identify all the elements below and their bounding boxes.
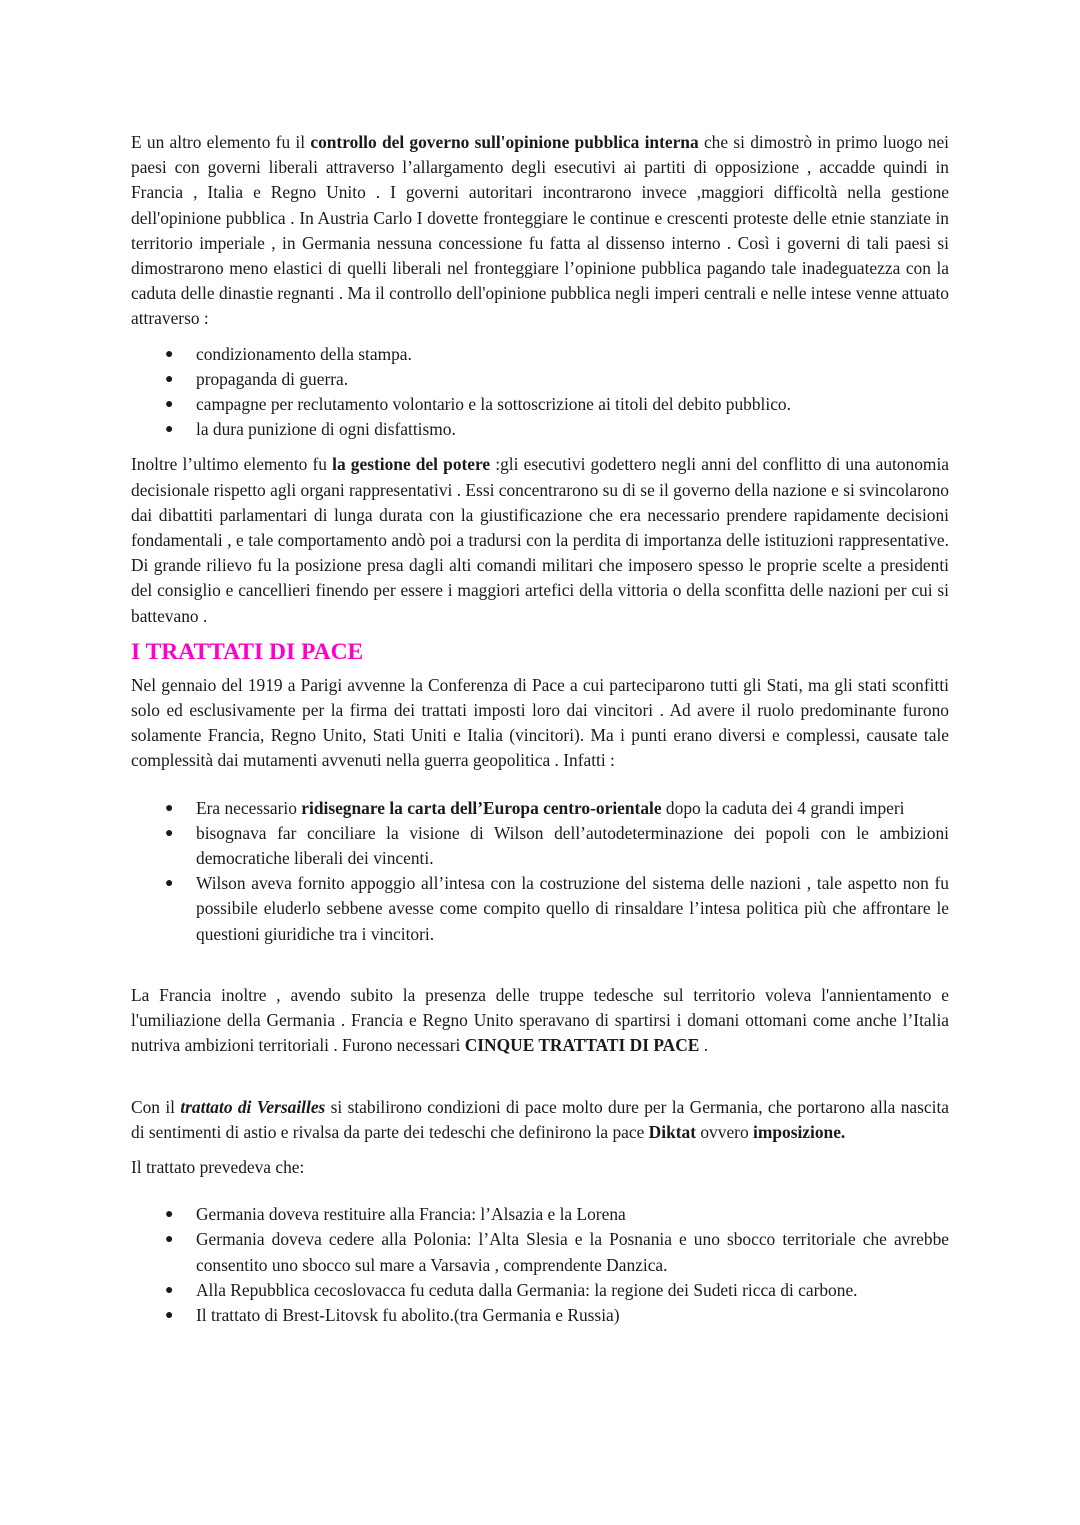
bullet-icon: ● <box>165 397 174 413</box>
paragraph-opinione-pubblica: E un altro elemento fu il controllo del governo sull'opinione pubblica interna che si dimostrò in primo luogo nei paesi con governi liberali attraverso l’allargamento degli esecutivi ai partiti di opposizione , accadde quindi in Francia , Italia e Regno Unito . I governi autoritari incontrarono invece ,maggiori difficoltà nella gestione dell'opinione pubblica . In Austria Carlo I dovette fronteggiare le continue e crescenti proteste delle etnie stanziate in territorio imperiale , in Germania nessuna concessione fu fatta al dissenso interno . Così i governi di tali paesi si dimostrarono meno elastici di quelli liberali nel fronteggiare l’opinione pubblica pagando tale inadeguatezza con la caduta delle dinastie regnanti . Ma il controllo dell'opinione pubblica negli imperi centrali e nelle intese venne attuato attraverso : <box>131 132 950 329</box>
bullet-icon: ● <box>165 800 174 816</box>
list-item: ● Germania doveva cedere alla Polonia: l’Alta Slesia e la Posnania e uno sbocco territoriale che avrebbe consentito uno sbocco sul mare a Varsavia , comprendente Danzica. <box>165 1229 949 1275</box>
bullet-icon: ● <box>165 876 174 892</box>
bold-gestione-potere: la gestione del potere <box>332 454 491 475</box>
bold-imposizione: imposizione. <box>753 1121 846 1142</box>
list-item: ● Era necessario ridisegnare la carta dell’Europa centro-orientale dopo la caduta dei 4 grandi imperi <box>131 796 949 821</box>
paragraph-conferenza-pace: Nel gennaio del 1919 a Parigi avvenne la Conferenza di Pace a cui parteciparono tutti gli Stati, ma gli stati sconfitti solo ed esclusivamente per la firma dei trattati imposti loro dai vincitori . Ad avere il ruolo predominante furono solamente Francia, Regno Unito, Stati Uniti e Italia (vincitori). Ma i punti erano diversi e complessi, causate tale complessità dai mutamenti avvenuti nella guerra geopolitica . Infatti : <box>131 674 949 771</box>
list-item: ● Il trattato di Brest-Litovsk fu abolito.(tra Germania e Russia) <box>131 1303 949 1328</box>
list-item: ● Germania doveva restituire alla Francia: l’Alsazia e la Lorena <box>131 1202 949 1227</box>
bullet-list-punti <box>131 796 949 947</box>
bullet-list-trattato <box>131 1202 949 1328</box>
list-item: ● Wilson aveva fornito appoggio all’intesa con la costruzione del sistema delle nazioni , tale aspetto non fu possibile eluderlo sebbene avesse come compito quello di rinsaldare l’intesa politica più che affrontare le questioni giuridiche tra i vincitori. <box>165 873 949 944</box>
bold-controllo-governo: controllo del governo sull'opinione pubblica interna <box>310 132 699 152</box>
bullet-icon: ● <box>165 371 174 387</box>
bullet-icon: ● <box>165 1307 174 1323</box>
section-heading: I TRATTATI DI PACE <box>131 638 364 665</box>
list-item: ● Alla Repubblica cecoslovacca fu ceduta dalla Germania: la regione dei Sudeti ricca di carbone. <box>131 1278 949 1303</box>
paragraph-gestione-potere: Inoltre l’ultimo elemento fu la gestione del potere :gli esecutivi godettero negli anni del conflitto di una autonomia decisionale rispetto agli organi rappresentativi . Essi concentrarono su di se il governo della nazione e si svincolarono dai dibattiti parlamentari di lunga durata con la giustificazione che era necessario prendere rapidamente decisioni fondamentali , e tale comportamento andò poi a tradursi con la perdita di importanza delle istituzioni rappresentative. Di grande rilievo fu la posizione presa dagli alti comandi militari che imposero spesso le proprie scelte a presidenti del consiglio e cancellieri finendo per essere i maggiori artefici della vittoria o della sconfitta delle nazioni per cui si battevano . <box>131 454 950 626</box>
bold-cinque-trattati: CINQUE TRATTATI DI PACE <box>464 1035 700 1056</box>
list-item: ● campagne per reclutamento volontario e la sottoscrizione ai titoli del debito pubblico. <box>131 392 949 417</box>
bold-italic-versailles: trattato di Versailles <box>180 1096 326 1117</box>
document-page <box>131 130 949 1328</box>
paragraph-trattato-prevedeva: Il trattato prevedeva che: <box>131 1156 305 1177</box>
paragraph-versailles: Con il trattato di Versailles si stabilirono condizioni di pace molto dure per la Germania, che portarono alla nascita di sentimenti di astio e rivalsa da parte dei tedeschi che definirono la pace Diktat ovvero imposizione. <box>131 1096 949 1142</box>
bullet-icon: ● <box>165 1232 174 1248</box>
bullet-icon: ● <box>165 1207 174 1223</box>
bullet-list-controllo <box>131 342 949 443</box>
bullet-icon: ● <box>165 1282 174 1298</box>
list-item: ● condizionamento della stampa. <box>131 342 949 367</box>
list-item: ● la dura punizione di ogni disfattismo. <box>131 417 949 442</box>
list-item: ● propaganda di guerra. <box>131 367 949 392</box>
paragraph-francia: La Francia inoltre , avendo subito la presenza delle truppe tedesche sul territorio voleva l'annientamento e l'umiliazione della Germania . Francia e Regno Unito speravano di spartirsi i domani ottomani come anche l’Italia nutriva ambizioni territoriali . Furono necessari CINQUE TRATTATI DI PACE . <box>131 984 949 1056</box>
bullet-icon: ● <box>165 346 174 362</box>
list-item: ● bisognava far conciliare la visione di Wilson dell’autodeterminazione dei popoli con le ambizioni democratiche liberali dei vincenti. <box>165 822 949 869</box>
bold-diktat: Diktat <box>648 1121 697 1142</box>
bullet-icon: ● <box>165 825 174 841</box>
bullet-icon: ● <box>165 422 174 438</box>
